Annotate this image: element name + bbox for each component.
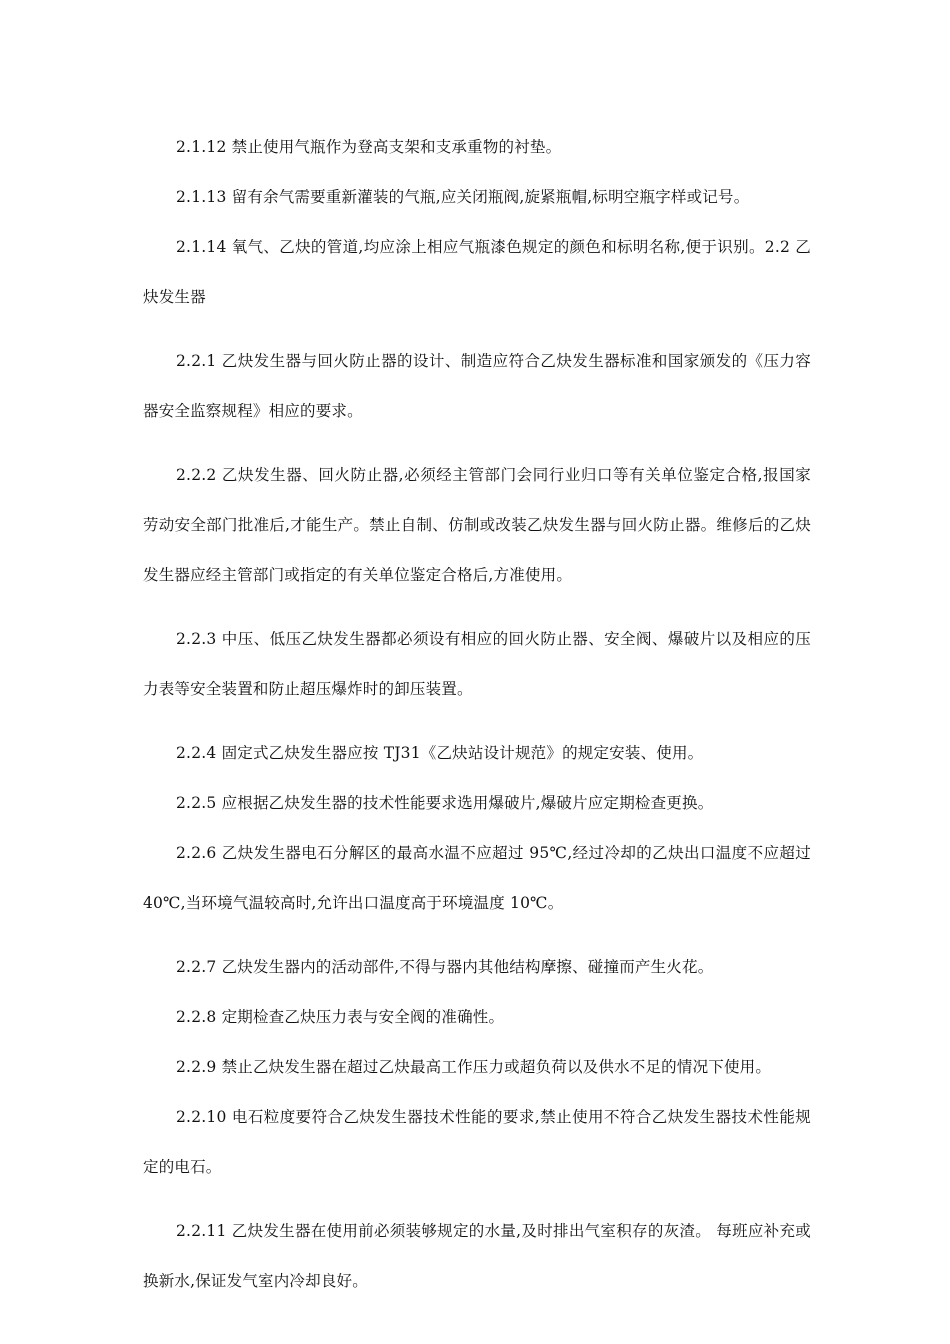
paragraph-2-2-6: 2.2.6 乙炔发生器电石分解区的最高水温不应超过 95℃,经过冷却的乙炔出口温度不应超过 40℃,当环境气温较高时,允许出口温度高于环境温度 10℃。 [143,844,811,912]
paragraph-2-2-4: 2.2.4 固定式乙炔发生器应按 TJ31《乙炔站设计规范》的规定安装、使用。 [176,744,704,762]
paragraph-2-1-12: 2.1.12 禁止使用气瓶作为登高支架和支承重物的衬垫。 [176,138,562,156]
document-body [143,122,811,1320]
paragraph-2-2-10: 2.2.10 电石粒度要符合乙炔发生器技术性能的要求,禁止使用不符合乙炔发生器技术性能规定的电石。 [143,1108,811,1176]
paragraph-2-2-7: 2.2.7 乙炔发生器内的活动部件,不得与器内其他结构摩擦、碰撞而产生火花。 [176,958,714,976]
paragraph-2-1-13: 2.1.13 留有余气需要重新灌装的气瓶,应关闭瓶阀,旋紧瓶帽,标明空瓶字样或记号。 [176,188,750,206]
paragraph-2-2-5: 2.2.5 应根据乙炔发生器的技术性能要求选用爆破片,爆破片应定期检查更换。 [176,794,714,812]
paragraph-2-2-3: 2.2.3 中压、低压乙炔发生器都必须设有相应的回火防止器、安全阀、爆破片以及相应的压力表等安全装置和防止超压爆炸时的卸压装置。 [143,630,811,698]
paragraph-2-2-11: 2.2.11 乙炔发生器在使用前必须装够规定的水量,及时排出气室积存的灰渣。 每班应补充或换新水,保证发气室内冷却良好。 [143,1222,811,1290]
paragraph-2-2-8: 2.2.8 定期检查乙炔压力表与安全阀的准确性。 [176,1008,505,1026]
paragraph-2-2-2: 2.2.2 乙炔发生器、回火防止器,必须经主管部门会同行业归口等有关单位鉴定合格,报国家劳动安全部门批准后,才能生产。禁止自制、仿制或改装乙炔发生器与回火防止器。维修后的乙炔发生器应经主管部门或指定的有关单位鉴定合格后,方准使用。 [143,466,811,584]
paragraph-2-2-9: 2.2.9 禁止乙炔发生器在超过乙炔最高工作压力或超负荷以及供水不足的情况下使用。 [176,1058,772,1076]
paragraph-2-1-14: 2.1.14 氧气、乙炔的管道,均应涂上相应气瓶漆色规定的颜色和标明名称,便于识别。2.2 乙炔发生器 [143,238,811,306]
paragraph-2-2-1: 2.2.1 乙炔发生器与回火防止器的设计、制造应符合乙炔发生器标准和国家颁发的《压力容器安全监察规程》相应的要求。 [143,352,811,420]
